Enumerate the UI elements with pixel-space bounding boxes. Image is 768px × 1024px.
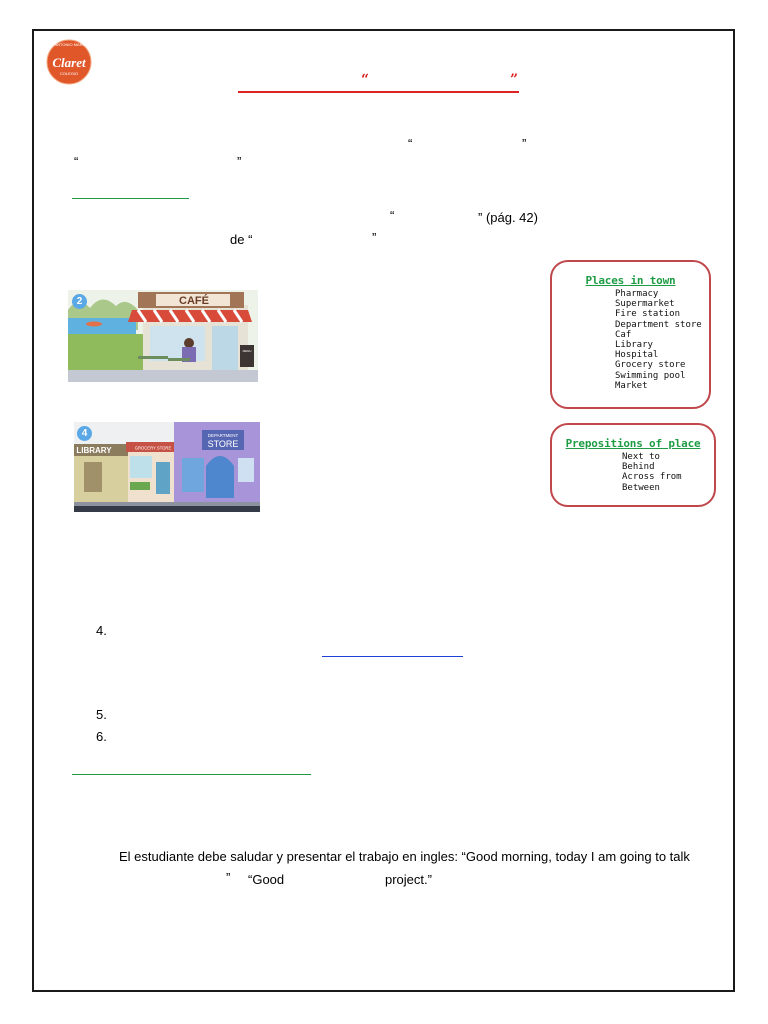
- prepositions-list: [622, 452, 714, 493]
- school-logo: [34, 38, 104, 86]
- dept-sign-text-1: DEPARTMENT: [207, 433, 239, 438]
- presentation-project: project.”: [385, 872, 432, 887]
- link-underline: [322, 656, 463, 657]
- street-illustration: [74, 422, 260, 512]
- places-in-town-box: [550, 260, 711, 409]
- reference-de: de “: [230, 232, 253, 247]
- section-underline-2: [72, 774, 311, 775]
- title-open-quote: “: [361, 72, 370, 88]
- places-list-item: Department store: [615, 319, 702, 330]
- presentation-line-1: El estudiante debe saludar y presentar el trabajo en ingles: “Good morning, today I am going to talk: [119, 849, 690, 864]
- places-list-item: Caf: [615, 329, 632, 340]
- intro-quote-open-2: “: [74, 154, 79, 169]
- grocery-sign-text: GROCERY STORE: [134, 445, 172, 451]
- places-list-item: Supermarket: [615, 299, 675, 310]
- reference-quote-open: “: [390, 208, 395, 223]
- title-close-quote: ”: [510, 72, 519, 88]
- section-underline-1: [72, 198, 189, 199]
- prepositions-list-item: Behind: [622, 462, 655, 473]
- prepositions-list-item: Across from: [622, 472, 682, 483]
- places-list-item: Grocery store: [615, 360, 686, 371]
- prepositions-list-item: Between: [622, 482, 660, 493]
- list-number-5: 5.: [96, 707, 107, 722]
- intro-quote-close-2: ”: [237, 154, 242, 169]
- presentation-good: “Good: [248, 872, 285, 887]
- places-list-item: Pharmacy: [615, 289, 659, 299]
- places-list-item: Library: [615, 340, 653, 351]
- reference-quote-close: ”: [372, 230, 377, 245]
- presentation-quote: ”: [226, 870, 231, 885]
- reference-page: ” (pág. 42): [478, 210, 538, 225]
- prepositions-box-title: Prepositions of place: [565, 437, 701, 450]
- image-badge-4: 4: [77, 426, 92, 441]
- cafe-sign-text: CAFÉ: [179, 295, 209, 307]
- places-list-item: Fire station: [615, 309, 681, 320]
- list-number-4: 4.: [96, 623, 107, 638]
- list-number-6: 6.: [96, 729, 107, 744]
- logo-sub-text: COLEGIO: [59, 71, 79, 76]
- places-list-item: Market: [615, 380, 648, 391]
- logo-ring-text: I.E.P. SAN ANTONIO MARÍA CLARET: [34, 42, 104, 47]
- prepositions-list-item: Next to: [622, 452, 660, 462]
- logo-text: Claret: [52, 55, 86, 70]
- cafe-board-text: MENU: [242, 349, 252, 353]
- title-underline: [238, 91, 519, 93]
- intro-quote-close-1: ”: [522, 136, 527, 151]
- places-list: [615, 289, 709, 391]
- places-list-item: Swimming pool: [615, 370, 686, 381]
- cafe-illustration: [68, 290, 258, 382]
- places-list-item: Hospital: [615, 350, 659, 361]
- library-sign-text: LIBRARY: [76, 446, 112, 455]
- prepositions-box: [550, 423, 716, 507]
- dept-sign-text-2: STORE: [207, 439, 239, 449]
- places-box-title: Places in town: [585, 274, 676, 287]
- intro-quote-open-1: “: [408, 136, 413, 151]
- image-badge-2: 2: [72, 294, 87, 309]
